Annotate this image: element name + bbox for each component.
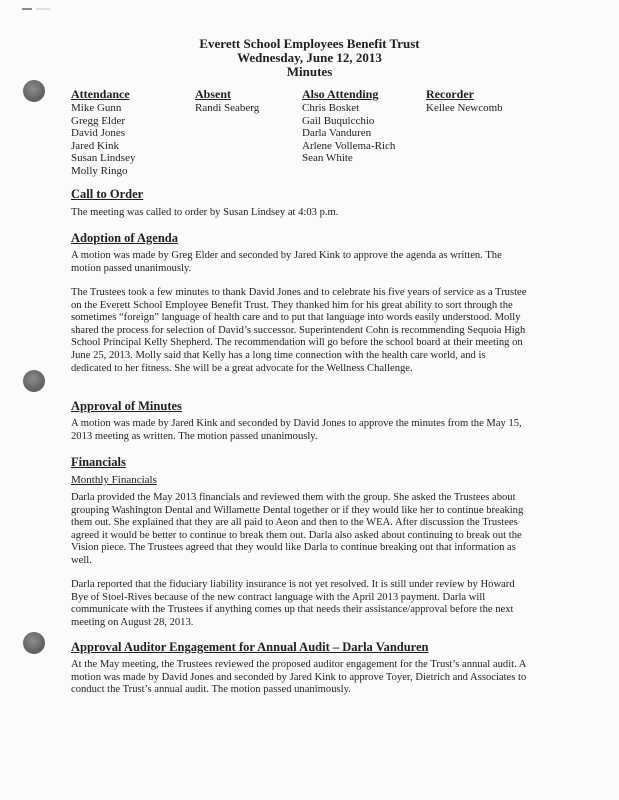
meeting-date: Wednesday, June 12, 2013: [237, 50, 382, 65]
attendance-column: [71, 87, 135, 177]
insurance-paragraph: Darla reported that the fiduciary liability insurance is not yet resolved. It is still under review by Howard Bye of Stoel-Rives because of the new contract language with the April 2013 payment. Darla will communicate with the Trustees if anything comes up that needs their assistance/approval before the next meeting on August 28, 2013.: [71, 579, 515, 628]
recorder-column: [426, 87, 503, 115]
column-heading: Attendance: [71, 87, 130, 101]
financials-paragraph: Darla provided the May 2013 financials and reviewed them with the group. She asked the Trustees about grouping Washington Dental and Willamette Dental together or if they would like her to continue breaking them out. She explained that they are all paid to Aeon and then to the WEA. After discussion the Trustees agreed it would be better to continue to break them out. Darla also asked about continuing to break out the Vision piece. The Trustees agreed that they would like Darla to continue breaking out that information as well.: [71, 492, 524, 566]
guest-name: Gail Buquicchio: [302, 114, 375, 127]
column-heading: Also Attending: [302, 87, 379, 101]
guest-name: Chris Bosket: [302, 102, 360, 114]
subheading-monthly-financials: Monthly Financials: [71, 474, 157, 486]
approval-minutes-text: A motion was made by Jared Kink and seconded by David Jones to approve the minutes from the May 15, 2013 meeting as written. The motion passed unanimously.: [71, 418, 522, 442]
absent-name: Randi Seaberg: [195, 102, 260, 114]
punch-hole: [23, 80, 45, 102]
column-heading: Recorder: [426, 87, 474, 101]
guest-name: Darla Vanduren: [302, 127, 372, 139]
trustee-tribute-paragraph: The Trustees took a few minutes to thank David Jones and to celebrate his five years of service as a Trustee on the Everett School Employee Benefit Trust. They thanked him for his great ability to sort through the sometimes “foreign” language of health care and to put that language into words easily understood. Molly shared the process for selection of David’s successor. Superintendent Cohn is recommending Sequoia High School Principal Kelly Shepherd. The recommendation will go before the school board at their meeting on June 25, 2013. Molly said that Kelly has a long time connection with the health care world, and is dedicated to her fitness. She will be a great advocate for the Wellness Challenge.: [71, 287, 527, 374]
attendee-name: Jared Kink: [71, 139, 119, 152]
org-title: Everett School Employees Benefit Trust: [199, 36, 420, 51]
guest-name: Arlene Vollema-Rich: [302, 139, 396, 152]
punch-hole: [23, 370, 45, 392]
absent-column: [195, 87, 259, 115]
also-attending-column: [302, 87, 395, 165]
recorder-name: Kellee Newcomb: [426, 102, 503, 114]
attendee-name: Mike Gunn: [71, 102, 122, 114]
attendee-name: Molly Ringo: [71, 164, 128, 177]
scan-mark: [20, 6, 60, 12]
adoption-paragraph: A motion was made by Greg Elder and seconded by Jared Kink to approve the agenda as written. The motion passed unanimously.: [71, 250, 502, 274]
section-heading-approval-minutes: Approval of Minutes: [71, 399, 182, 413]
section-heading-financials: Financials: [71, 455, 126, 469]
call-to-order-text: The meeting was called to order by Susan Lindsey at 4:03 p.m.: [71, 207, 339, 218]
attendee-name: Gregg Elder: [71, 114, 126, 127]
section-heading-adoption: Adoption of Agenda: [71, 231, 178, 245]
doc-type: Minutes: [286, 64, 333, 79]
attendee-name: David Jones: [71, 127, 126, 139]
column-heading: Absent: [195, 87, 232, 101]
section-heading-auditor: Approval Auditor Engagement for Annual Audit – Darla Vanduren: [71, 640, 429, 654]
punch-hole: [23, 632, 45, 654]
auditor-paragraph: At the May meeting, the Trustees reviewed the proposed auditor engagement for the Trust’s annual audit. A motion was made by David Jones and seconded by Jared Kink to approve Toyer, Dietrich and Associates to conduct the Trust’s annual audit. The motion passed unanimously.: [71, 659, 527, 696]
section-heading-call-to-order: Call to Order: [71, 187, 144, 201]
attendee-name: Susan Lindsey: [71, 152, 136, 164]
guest-name: Sean White: [302, 152, 353, 164]
